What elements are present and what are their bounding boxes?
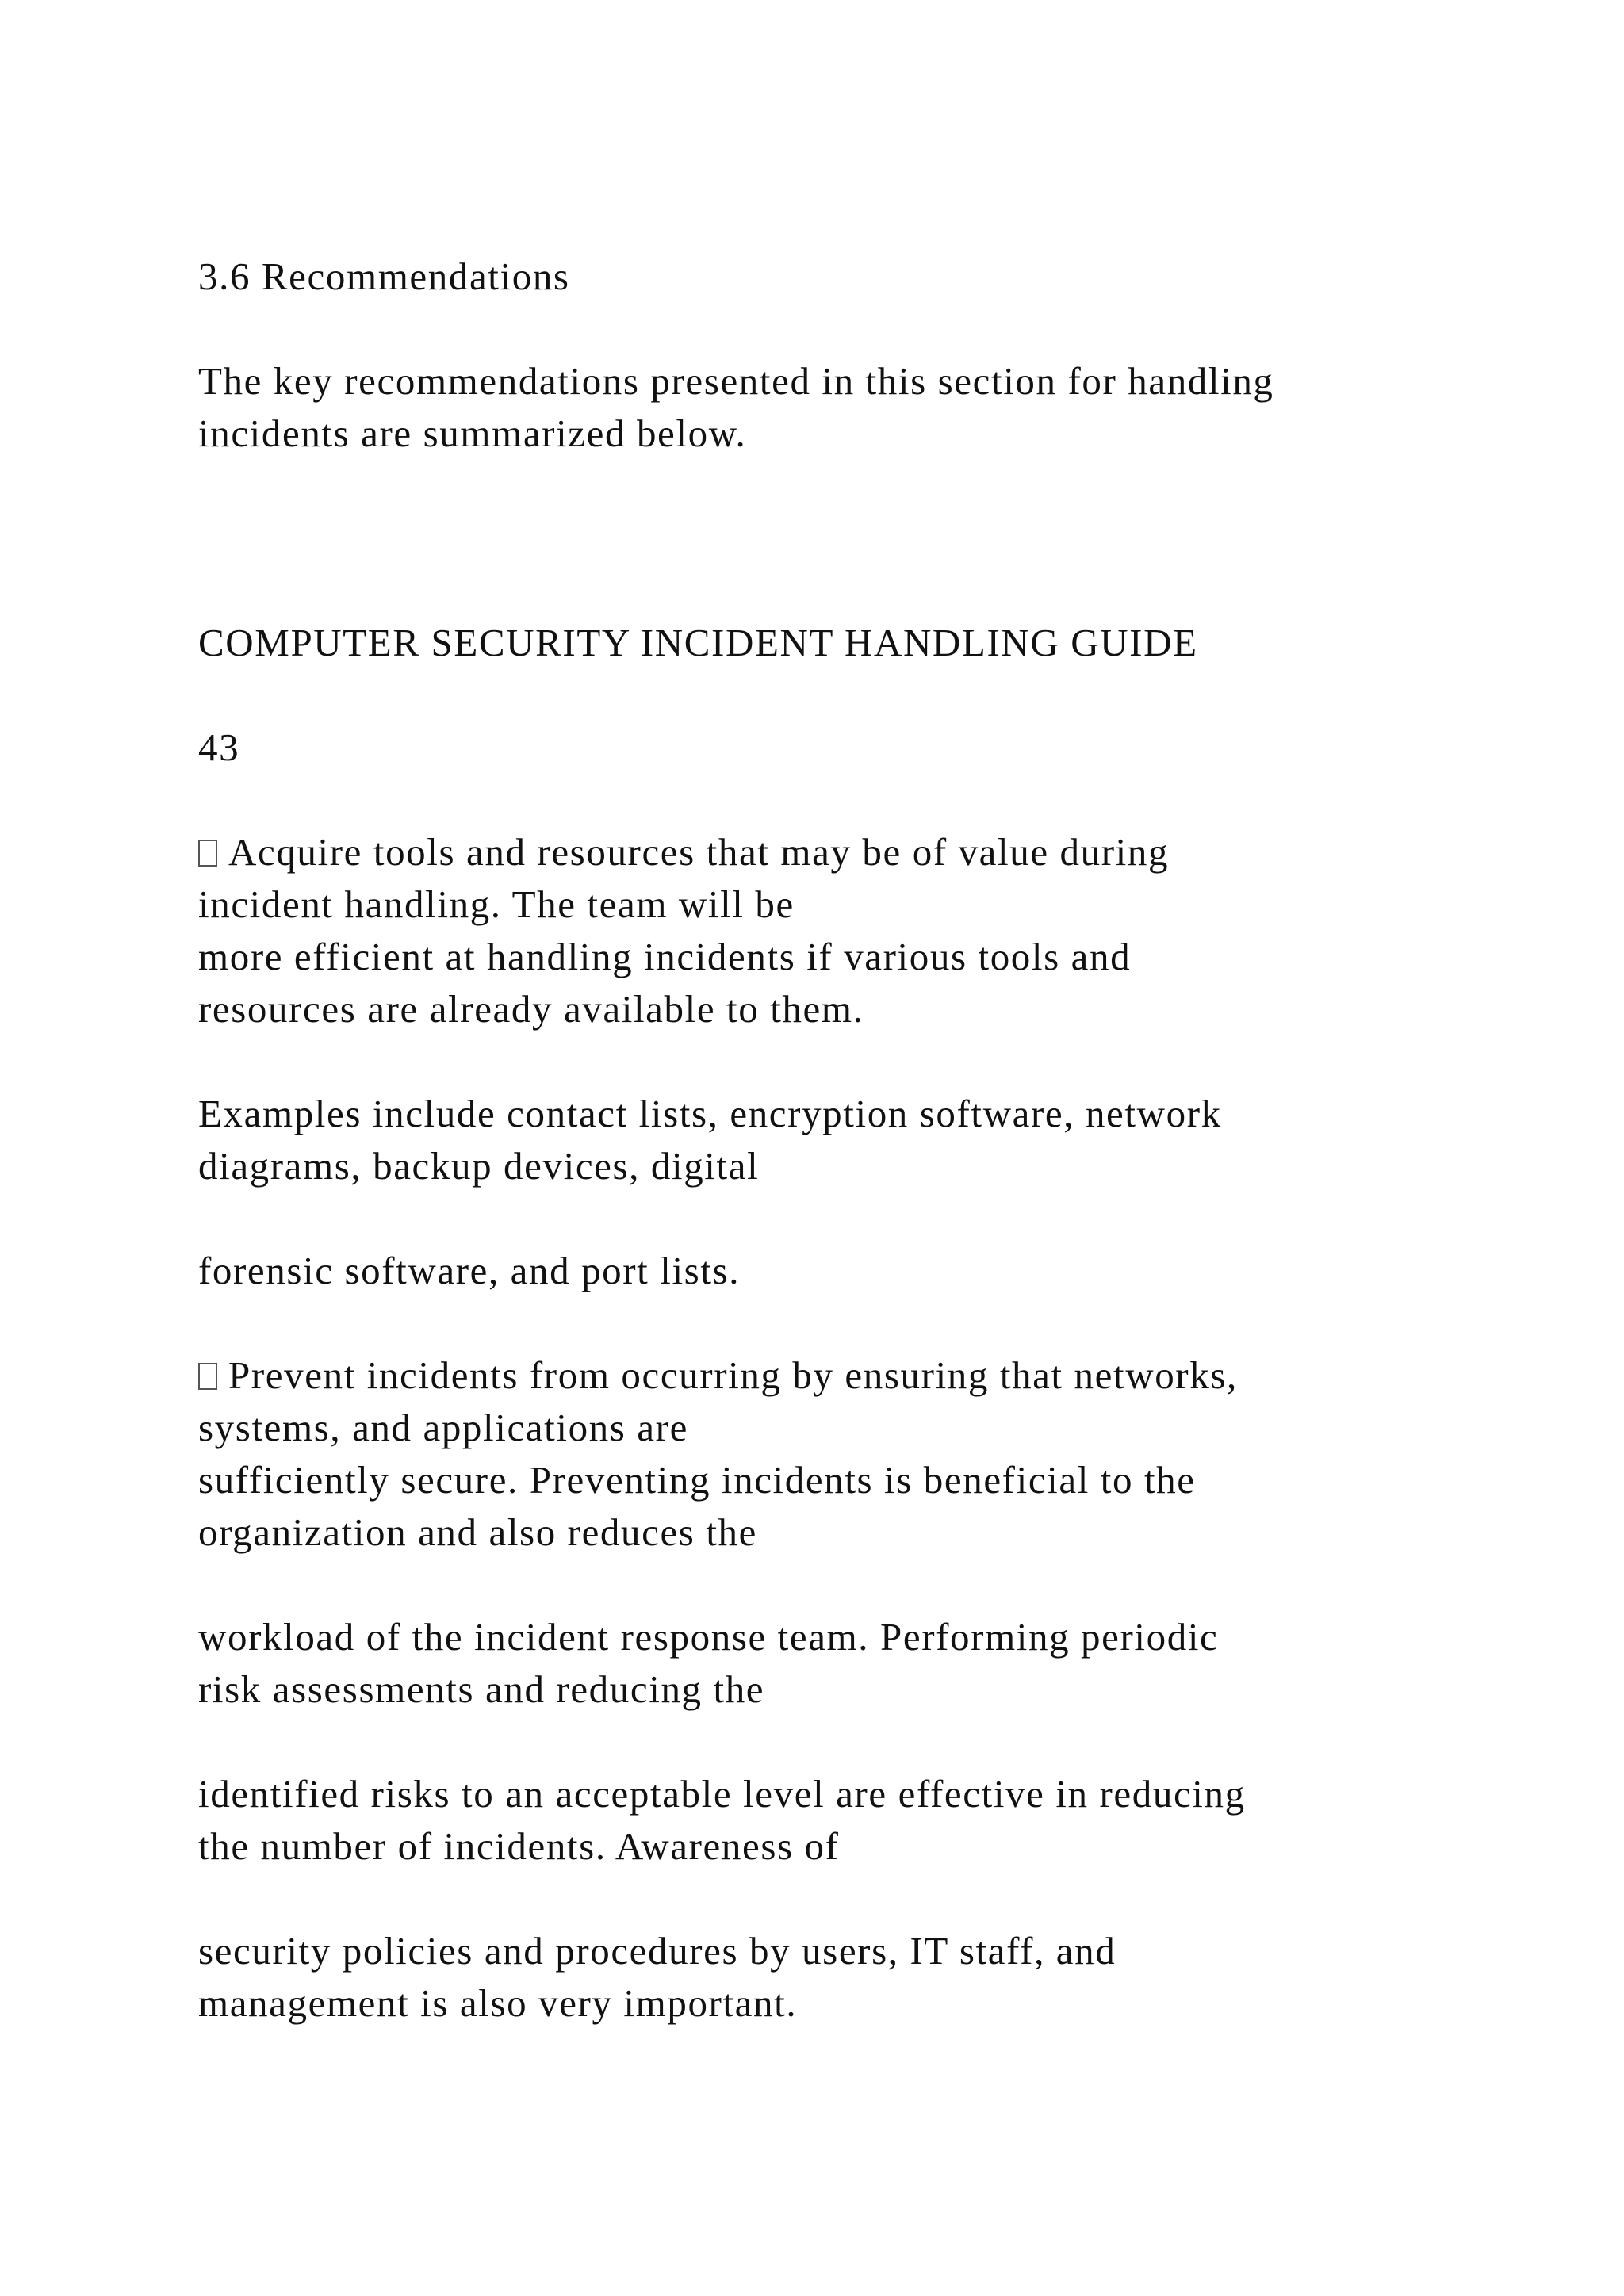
examples-line-3: forensic software, and port lists.	[198, 1249, 741, 1292]
bullet-1-line-2: incident handling. The team will be	[198, 882, 795, 926]
bullet-1-text-1: Acquire tools and resources that may be of value during	[228, 830, 1170, 874]
section-heading: 3.6 Recommendations	[198, 254, 570, 298]
intro-line-2: incidents are summarized below.	[198, 411, 747, 455]
bullet-1-line-4: resources are already available to them.	[198, 987, 864, 1031]
intro-line-1: The key recommendations presented in this section for handling	[198, 359, 1274, 403]
bullet-2-line-8: the number of incidents. Awareness of	[198, 1824, 840, 1868]
running-header: COMPUTER SECURITY INCIDENT HANDLING GUIDE	[198, 621, 1198, 664]
bullet-2-line-10: management is also very important.	[198, 1981, 798, 2025]
bullet-2-line-1	[198, 1353, 1238, 1397]
bullet-2-line-4: organization and also reduces the	[198, 1510, 757, 1554]
bullet-1-line-3: more efficient at handling incidents if various tools and	[198, 935, 1132, 978]
bullet-2-text-1: Prevent incidents from occurring by ensuring that networks,	[228, 1353, 1238, 1397]
bullet-2-line-2: systems, and applications are	[198, 1406, 688, 1449]
bullet-2-line-5: workload of the incident response team. Performing periodic	[198, 1615, 1219, 1659]
bullet-1-line-1	[198, 830, 1170, 874]
missing-glyph-bullet-icon	[198, 1363, 217, 1390]
bullet-2-line-3: sufficiently secure. Preventing incidents is beneficial to the	[198, 1458, 1196, 1502]
page-number: 43	[198, 725, 240, 769]
bullet-2-line-7: identified risks to an acceptable level are effective in reducing	[198, 1772, 1246, 1816]
examples-line-2: diagrams, backup devices, digital	[198, 1144, 760, 1188]
bullet-2-line-9: security policies and procedures by users, IT staff, and	[198, 1929, 1116, 1973]
missing-glyph-bullet-icon	[198, 840, 217, 867]
bullet-2-line-6: risk assessments and reducing the	[198, 1667, 765, 1711]
examples-line-1: Examples include contact lists, encryption software, network	[198, 1092, 1222, 1135]
